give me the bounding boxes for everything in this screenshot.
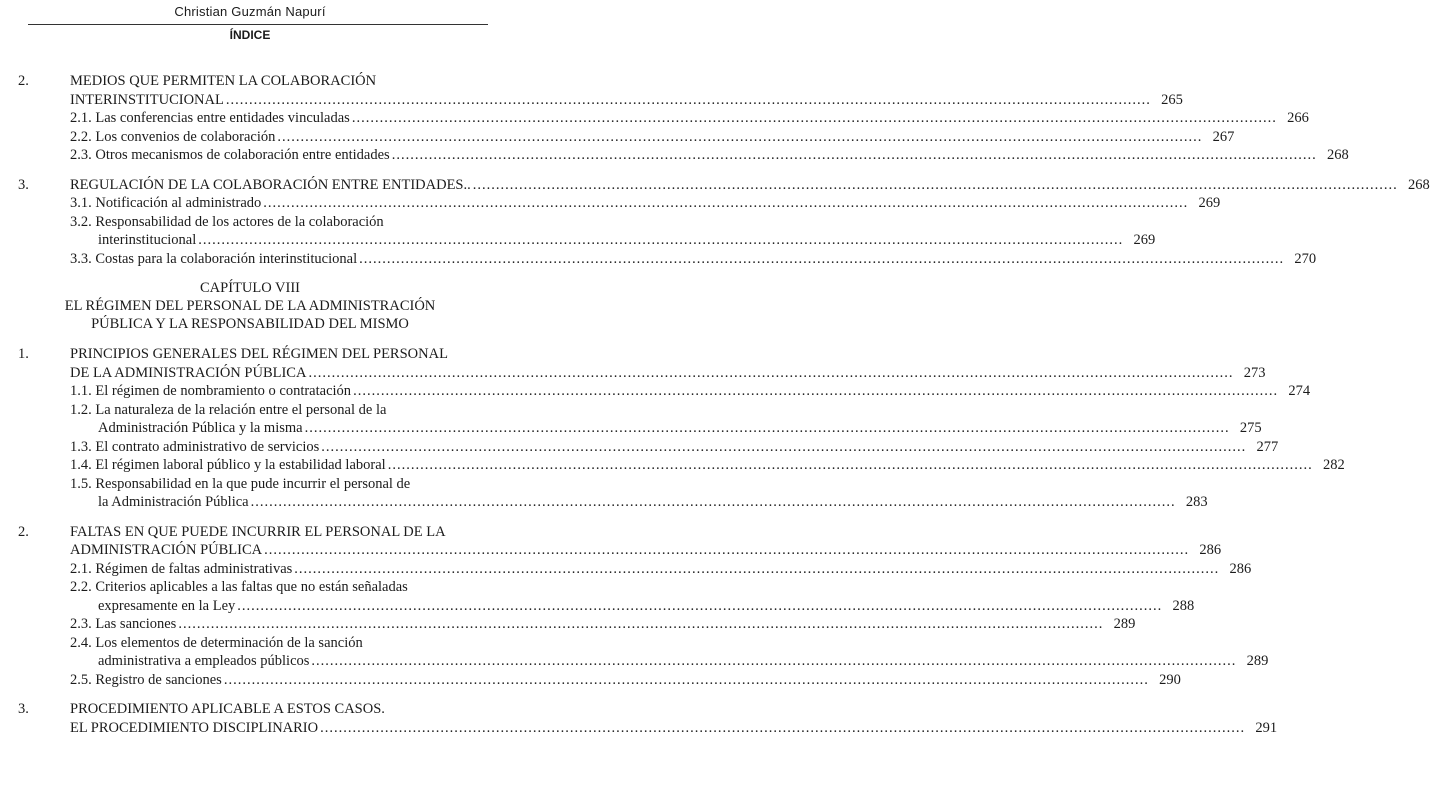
leader-dots: ........................................................................................................................................................................................................ [225,91,1151,108]
toc-main-row [0,176,1430,195]
page-number: 269 [1198,195,1221,211]
entry-number: 2. [18,523,29,540]
entry-number: 1. [18,346,29,362]
toc-sub-row [0,128,1235,147]
toc-main-row [0,72,1183,109]
toc-line [70,419,1264,438]
sub-body [70,109,1319,128]
toc-line [70,700,1279,719]
leader-dots: ........................................................................................................................................................................................................ [198,232,1124,248]
toc-sub-row [0,382,1311,401]
leader-dots: ........................................................................................................................................................................................................ [359,250,1285,267]
page-number: 289 [1246,653,1269,669]
toc-line-text: 3.1. Notificación al administrado [70,195,262,211]
leader-dots: ........................................................................................................................................................................................................ [263,195,1189,211]
toc-line-text: DE LA ADMINISTRACIÓN PÚBLICA [70,364,307,381]
toc-line [70,652,1270,671]
leader-dots: ........................................................................................................................................................................................................ [311,653,1237,669]
toc-line [70,719,1279,738]
chapter-heading [0,279,500,333]
sub-indent [0,146,70,165]
toc-line [70,671,1183,690]
toc-line-text: ADMINISTRACIÓN PÚBLICA [70,542,263,558]
toc-line [70,250,1318,269]
chapter-title-line-2: PÚBLICA Y LA RESPONSABILIDAD DEL MISMO [91,316,409,332]
toc-line-text: 1.2. La naturaleza de la relación entre el personal de la [70,401,387,418]
leader-dots: ........................................................................................................................................................................................................ [277,128,1203,145]
sub-body [70,475,1218,512]
toc-line-text: 1.3. El contrato administrativo de servicios [70,438,320,455]
toc-line [70,578,1196,597]
sub-body [70,615,1145,634]
page-number: 282 [1322,457,1345,473]
sub-body [70,671,1191,690]
toc-line-text: 3.2. Responsabilidad de los actores de la colaboración [70,213,384,230]
sub-indent [0,213,70,250]
toc-list-b [0,345,1345,737]
toc-entry [0,345,1345,512]
leader-dots: ........................................................................................................................................................................................................ [387,457,1313,473]
toc-sub-row [0,560,1252,579]
sub-body [70,560,1261,579]
leader-dots: ........................................................................................................................................................................................................ [178,616,1104,632]
page-number: 274 [1288,383,1311,399]
sub-body [70,438,1288,457]
sub-indent [0,438,70,457]
toc-line [70,109,1311,128]
toc-line [70,401,1264,420]
leader-dots: ........................................................................................................................................................................................................ [264,542,1190,558]
page-number: 289 [1113,616,1136,632]
toc-line-text: 2.2. Los convenios de colaboración [70,128,276,145]
sub-indent [0,560,70,579]
leader-dots: ........................................................................................................................................................................................................ [294,560,1220,577]
sub-body [70,401,1272,438]
toc-line [70,146,1351,165]
toc-line-text: 1.4. El régimen laboral público y la estabilidad laboral [70,457,386,473]
toc-line-text: 3.3. Costas para la colaboración interinstitucional [70,250,358,267]
sub-body [70,250,1326,269]
entry-body [70,523,1231,560]
toc-line-text: 2.1. Las conferencias entre entidades vinculadas [70,110,350,126]
toc-line-text: 2.3. Otros mecanismos de colaboración entre entidades [70,147,390,163]
sub-indent [0,109,70,128]
toc-sub-row [0,213,1156,250]
toc-line [70,541,1223,560]
page-number: 270 [1294,250,1317,267]
page-number: 266 [1287,110,1309,126]
toc-line-text: REGULACIÓN DE LA COLABORACIÓN ENTRE ENTIDADES.. [70,176,471,193]
toc-entry [0,700,1278,737]
page-number: 291 [1255,719,1278,736]
toc-line [70,231,1157,250]
entry-body [70,72,1193,109]
toc-line-text: FALTAS EN QUE PUEDE INCURRIR EL PERSONAL DE LA [70,523,446,540]
sub-indent [0,194,70,213]
toc-line-text: EL PROCEDIMIENTO DISCIPLINARIO [70,719,319,736]
header-rule [28,24,488,25]
toc-sub-row [0,456,1345,475]
toc-line-text: Administración Pública y la misma [98,420,303,436]
page-number: 275 [1239,420,1262,436]
toc-line-text: 1.5. Responsabilidad en la que pude incurrir el personal de [70,475,411,492]
page-number: 288 [1172,597,1195,614]
toc-line-text: expresamente en la Ley [98,597,236,614]
page-number: 273 [1243,364,1266,381]
toc-line [70,364,1267,383]
toc-line [70,615,1137,634]
page-number: 277 [1256,438,1279,455]
leader-dots: ........................................................................................................................................................................................................ [223,671,1149,688]
toc-line [70,456,1347,475]
sub-indent [0,475,70,512]
toc-line [70,560,1253,579]
toc-line [70,91,1185,110]
entry-number: 2. [18,73,29,89]
entry-body [70,345,1275,382]
toc-line [70,382,1312,401]
toc-line-text: 2.1. Régimen de faltas administrativas [70,560,293,577]
toc-sub-row [0,475,1208,512]
leader-dots: ........................................................................................................................................................................................................ [351,110,1277,126]
page-number: 290 [1159,671,1181,688]
sub-body [70,146,1359,165]
toc-line [70,213,1157,232]
entry-number: 3. [18,701,29,717]
toc-line-text: administrativa a empleados públicos [98,653,310,669]
toc-line [70,475,1210,494]
toc-line [70,194,1222,213]
toc-line-text: la Administración Pública [98,494,249,510]
toc-line-text: 1.1. El régimen de nombramiento o contratación [70,383,352,399]
toc-sub-row [0,194,1221,213]
sub-indent [0,128,70,147]
leader-dots: ........................................................................................................................................................................................................ [391,147,1317,163]
leader-dots: ........................................................................................................................................................................................................ [320,719,1246,736]
toc-line [70,438,1280,457]
page-number: 286 [1229,560,1252,577]
toc-line [70,176,1432,195]
toc-line [70,634,1270,653]
toc-main-row [0,523,1222,560]
toc-line-text: PROCEDIMIENTO APLICABLE A ESTOS CASOS. [70,701,385,717]
sub-body [70,456,1355,475]
page-number: 283 [1185,494,1208,510]
toc-main-row [0,345,1266,382]
toc-line [70,345,1267,364]
sub-indent [0,250,70,269]
toc-sub-row [0,146,1349,165]
toc-main-row [0,700,1278,737]
toc-line-text: interinstitucional [98,232,197,248]
sub-indent [0,671,70,690]
sub-body [70,634,1278,671]
toc-line-text: 2.3. Las sanciones [70,616,177,632]
sub-body [70,578,1204,615]
toc-content [0,72,1430,748]
sub-body [70,213,1165,250]
toc-sub-row [0,401,1262,438]
page-number: 286 [1199,542,1222,558]
toc-line [70,523,1223,542]
sub-indent [0,456,70,475]
toc-line-text: 2.2. Criterios aplicables a las faltas que no están señaladas [70,579,408,595]
toc-line [70,72,1185,91]
sub-indent [0,578,70,615]
sub-body [70,382,1320,401]
toc-entry [0,72,1349,165]
entry-body [70,700,1287,737]
toc-line-text: MEDIOS QUE PERMITEN LA COLABORACIÓN [70,73,377,89]
entry-body [70,176,1440,195]
toc-sub-row [0,578,1195,615]
toc-line [70,128,1236,147]
page-number: 265 [1161,91,1183,108]
toc-line-text: 2.5. Registro de sanciones [70,671,222,688]
toc-entry [0,523,1269,690]
page-number: 267 [1212,128,1235,145]
sub-indent [0,382,70,401]
page-number: 269 [1133,232,1156,248]
toc-sub-row [0,250,1317,269]
sub-indent [0,615,70,634]
toc-sub-row [0,438,1279,457]
toc-line [70,493,1210,512]
chapter-title-line-1: EL RÉGIMEN DEL PERSONAL DE LA ADMINISTRACIÓN [64,298,436,314]
toc-sub-row [0,634,1269,671]
running-title: Christian Guzmán Napurí [174,4,326,19]
sub-indent [0,634,70,671]
toc-list-a [0,72,1430,268]
toc-sub-row [0,671,1181,690]
page-number: 268 [1408,176,1430,193]
leader-dots: ........................................................................................................................................................................................................ [250,494,1176,510]
leader-dots: ........................................................................................................................................................................................................ [321,438,1247,455]
toc-line-text: INTERINSTITUCIONAL [70,91,224,108]
sub-body [70,128,1244,147]
leader-dots: ........................................................................................................................................................................................................ [308,364,1234,381]
toc-sub-row [0,109,1309,128]
leader-dots: ........................................................................................................................................................................................................ [304,420,1230,436]
toc-line [70,597,1196,616]
leader-dots: ........................................................................................................................................................................................................ [237,597,1163,614]
leader-dots: ........................................................................................................................................................................................................ [353,383,1279,399]
chapter-label: CAPÍTULO VIII [199,280,300,296]
sub-indent [0,401,70,438]
page-number: 268 [1326,147,1349,163]
toc-line-text: 2.4. Los elementos de determinación de la sanción [70,634,363,651]
toc-sub-row [0,615,1136,634]
section-title: ÍNDICE [229,28,271,42]
leader-dots: ........................................................................................................................................................................................................ [472,176,1398,193]
toc-entry [0,176,1430,269]
sub-body [70,194,1230,213]
toc-line-text: PRINCIPIOS GENERALES DEL RÉGIMEN DEL PERSONAL [70,346,448,362]
entry-number: 3. [18,176,29,193]
